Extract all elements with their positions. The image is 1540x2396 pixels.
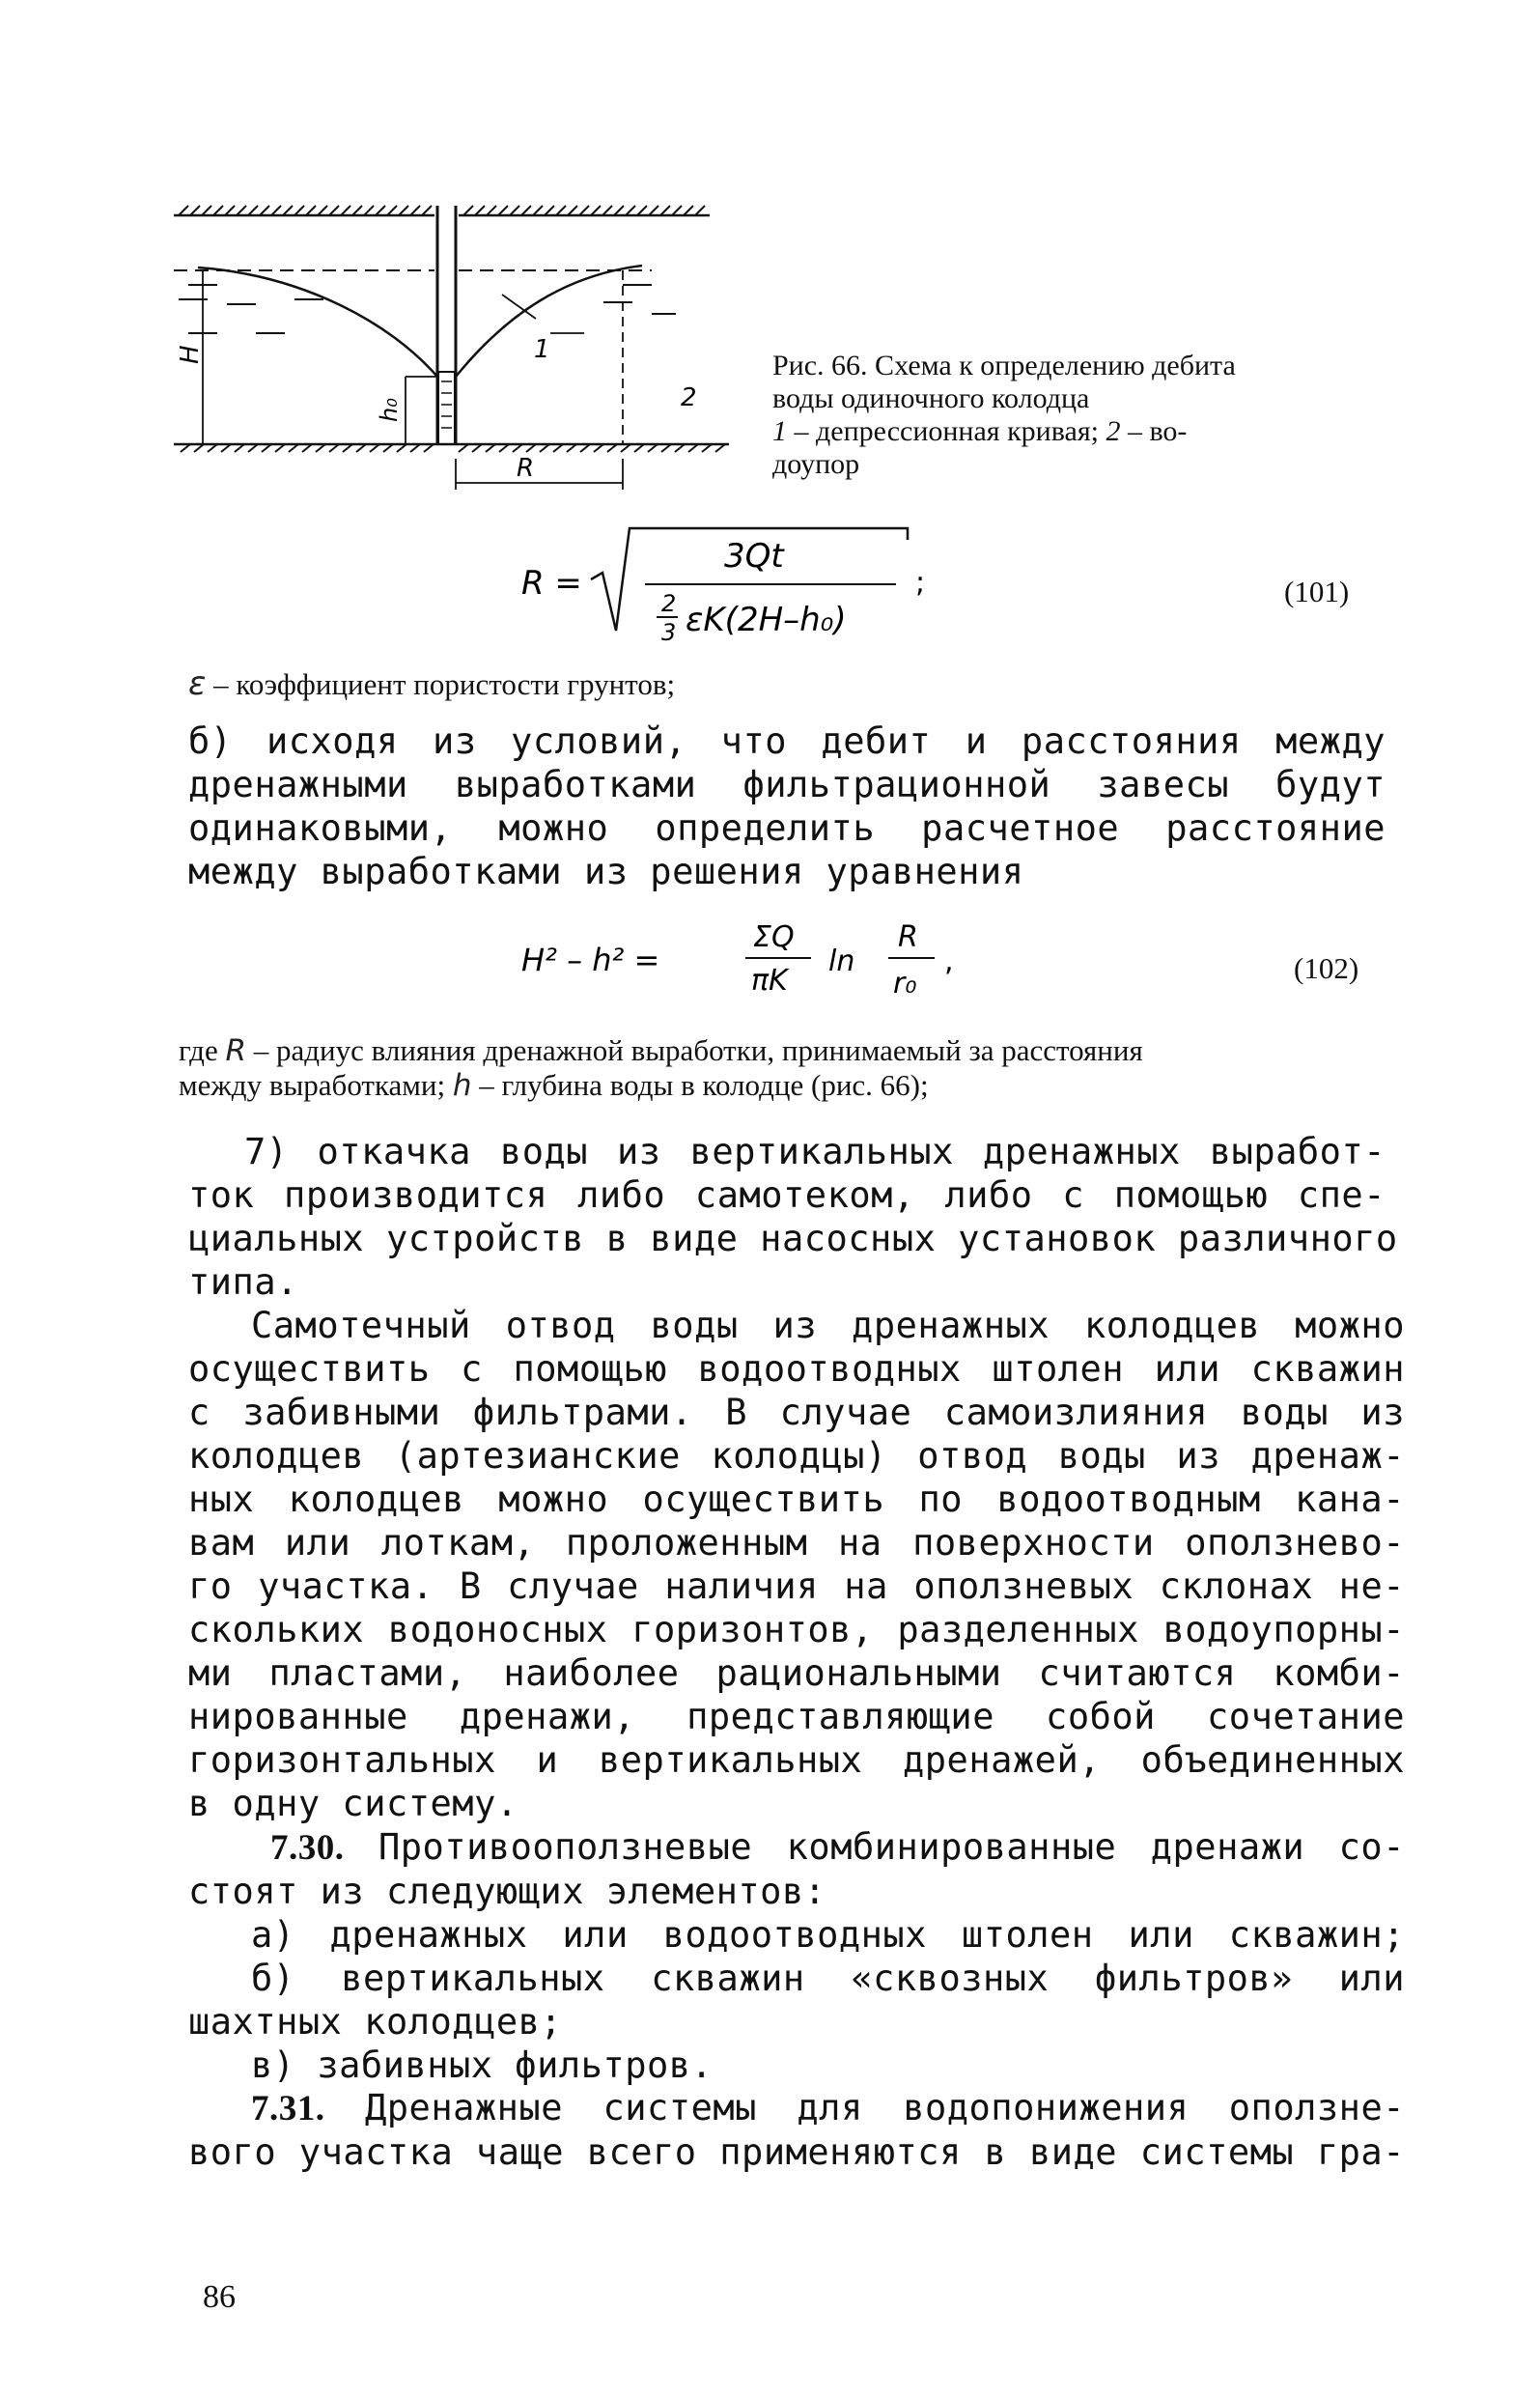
where-symbol: R (225, 1033, 246, 1068)
frac-num: 2 (661, 590, 677, 617)
legend-number: 1 (772, 415, 787, 447)
label-2: 2 (681, 383, 697, 412)
formula-comma: , (944, 944, 954, 978)
text-line: осуществить с помощью водоотводных штолен или скважин (188, 1348, 1405, 1390)
list-item: шахтных колодцев; (188, 2001, 563, 2043)
formula-semicolon: ; (915, 566, 926, 600)
where-text: – глубина воды в колодце (рис. 66); (471, 1068, 929, 1102)
well-diagram (169, 188, 739, 507)
where-symbol: h (452, 1068, 472, 1103)
list-item: б) вертикальных скважин «сквозных фильтров» или (251, 1958, 1405, 1999)
well-filter (438, 372, 455, 444)
frac2-den: r₀ (893, 967, 917, 1001)
text-line: дренажными выработками фильтрационной завесы будут (188, 764, 1386, 805)
formula-101 (521, 517, 927, 662)
ground-hatching (179, 206, 705, 215)
text-line: в одну систему. (188, 1783, 518, 1824)
section-number: 7.31. (251, 2089, 325, 2128)
text-line: го участка. В случае наличия на оползневых склонах не- (188, 1565, 1405, 1607)
text-line: стоят из следующих элементов: (188, 1871, 826, 1912)
epsilon-text: – коэффициент пористости грунтов; (206, 667, 676, 701)
epsilon-definition (188, 666, 675, 702)
legend-text: – во- (1120, 415, 1188, 447)
paragraph-self-flow (188, 1304, 1405, 1825)
depression-curve-left (198, 268, 437, 377)
text-line: с забивными фильтрами. В случае самоизлияния воды из (188, 1392, 1405, 1433)
label-1: 1 (534, 335, 550, 364)
label-H: H (176, 345, 205, 364)
legend-number: 2 (1106, 415, 1121, 447)
text-line: 7) откачка воды из вертикальных дренажных выработ- (244, 1131, 1386, 1172)
caption-line: воды одиночного колодца (772, 382, 1090, 414)
text-line: ми пластами, наиболее рациональными считаются комби- (188, 1652, 1405, 1694)
text-line: Самотечный отвод воды из дренажных колодцев можно (251, 1305, 1405, 1346)
text-line: циальных устройств в виде насосных установок различного (188, 1218, 1398, 1259)
formula-lhs: H² – h² = (521, 942, 660, 978)
frac1-den: πK (751, 964, 788, 998)
label-R: R (517, 454, 535, 483)
text-line: б) исходя из условий, что дебит и расстояния между (188, 720, 1386, 762)
text-line: типа. (188, 1261, 298, 1303)
where-text: – радиус влияния дренажной выработки, принимаемый за расстояния (246, 1033, 1143, 1067)
water-marks (179, 285, 676, 333)
formula-numerator: 3Qt (724, 537, 784, 576)
text-line: вам или лоткам, проложенным на поверхности оползнево- (188, 1522, 1405, 1564)
text-line (188, 1825, 1405, 1870)
section-7-30 (188, 1825, 1405, 2087)
formula-denominator: εK(2H–h₀) (686, 601, 847, 639)
formula-102 (521, 908, 1023, 1014)
section-7-31 (188, 2086, 1405, 2174)
section-text: Противооползневые комбинированные дренажи со- (344, 1826, 1405, 1868)
list-item: а) дренажных или водоотводных штолен или скважин; (251, 1914, 1405, 1956)
text-line: одинаковыми, можно определить расчетное расстояние (188, 807, 1386, 849)
section-text: Дренажные системы для водопонижения оползне- (324, 2087, 1405, 2128)
paragraph-7 (188, 1130, 1398, 1304)
label-h0: h₀ (376, 398, 403, 422)
text-line: вого участка чаще всего применяются в виде системы гра- (188, 2131, 1405, 2173)
frac-den: 3 (661, 619, 677, 646)
equation-number-102: (102) (1294, 951, 1359, 985)
where-block (179, 1033, 1143, 1103)
text-line: колодцев (артезианские колодцы) отвод воды из дренаж- (188, 1435, 1405, 1477)
legend-text: – депрессионная кривая; (787, 415, 1106, 447)
epsilon-symbol: ε (188, 664, 207, 703)
where-line (179, 1068, 1143, 1103)
text-line: между выработками из решения уравнения (188, 851, 1024, 892)
caption-line: Рис. 66. Схема к определению дебита (772, 350, 1236, 381)
where-text: между выработками; (179, 1068, 453, 1102)
caption-line: доупор (772, 448, 860, 480)
text-line: ток производится либо самотеком, либо с помощью спе- (188, 1174, 1386, 1216)
dimension-lines (203, 270, 623, 490)
text-line: горизонтальных и вертикальных дренажей, объединенных (188, 1739, 1405, 1781)
frac1-num: ΣQ (753, 920, 795, 954)
text-line: ных колодцев можно осуществить по водоотводным кана- (188, 1479, 1405, 1520)
text-line: скольких водоносных горизонтов, разделенных водоупорны- (188, 1609, 1405, 1650)
list-item: в) забивных фильтров. (251, 2044, 714, 2086)
page-number: 86 (203, 2279, 236, 2315)
figure-caption (772, 350, 1381, 481)
paragraph-b (188, 719, 1386, 893)
text-line: нированные дренажи, представляющие собой сочетание (188, 1696, 1405, 1737)
text-line (188, 2086, 1405, 2130)
equation-number-101: (101) (1284, 575, 1350, 608)
frac2-num: R (898, 920, 918, 954)
formula-lhs: R = (521, 564, 582, 603)
caption-line (772, 415, 1381, 448)
ln-text: ln (828, 944, 855, 978)
where-line (179, 1033, 1143, 1068)
where-text: где (179, 1033, 226, 1067)
section-number: 7.30. (270, 1828, 345, 1868)
